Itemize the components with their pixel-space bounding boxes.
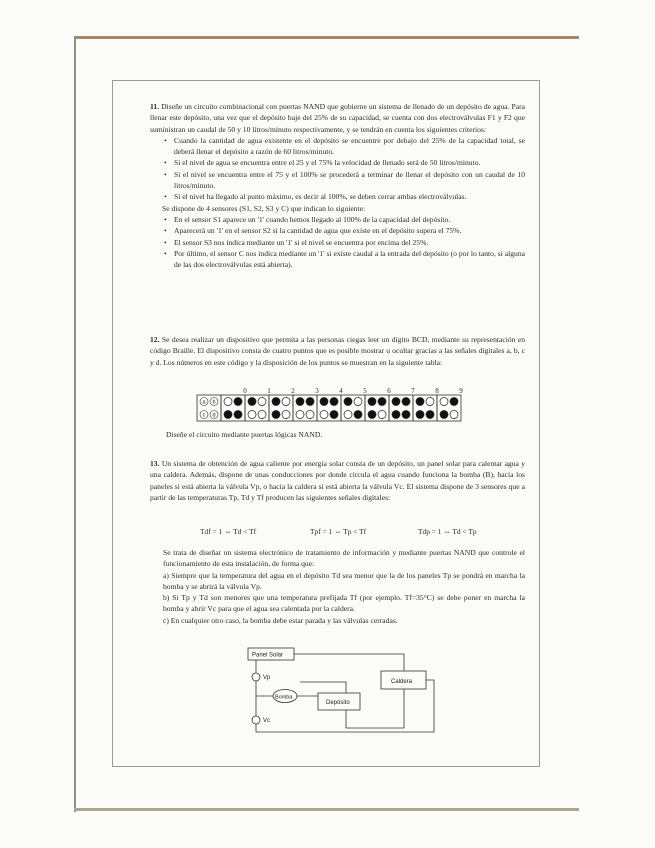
- braille-dot-raised: [402, 411, 410, 419]
- braille-dot-raised: [306, 398, 314, 406]
- braille-dot-raised: [416, 411, 424, 419]
- braille-digit-label: 5: [363, 387, 367, 395]
- sensor-item: • El sensor S3 nos indica mediante un '1' si el nivel se encuentra por encima del 25%.: [160, 237, 525, 248]
- question-13-item-b: b) Si Tp y Td son menores que una temperatura prefijada Tf (por ejemplo. Tf=35°C) se debe poner en marcha la bomba y abrir Vc para que el agua sea calentada por la caldera.: [163, 593, 525, 614]
- sensors-intro: Se dispone de 4 sensores (S1, S2, S3 y C) que indican lo siguiente:: [162, 203, 366, 213]
- braille-dot-raised: [450, 398, 458, 406]
- braille-dot-flat: [344, 411, 352, 419]
- braille-key-label: d: [212, 412, 216, 419]
- sensors-list: [150, 214, 525, 270]
- braille-dot-flat: [378, 411, 386, 419]
- braille-dot-raised: [392, 398, 400, 406]
- braille-dot-raised: [344, 398, 352, 406]
- braille-key-label: c: [202, 412, 206, 419]
- question-12: [150, 334, 525, 368]
- solar-system-diagram: [238, 644, 438, 736]
- braille-table: [195, 394, 485, 422]
- braille-dot-raised: [402, 398, 410, 406]
- braille-dot-flat: [224, 398, 232, 406]
- braille-digit-label: 1: [267, 387, 271, 395]
- sensor-item: • En el sensor S1 aparece un '1' cuando hemos llegado al 100% de la capacidad del depósito.: [160, 214, 525, 225]
- caldera-label: Caldera: [391, 679, 413, 685]
- braille-digit-label: 7: [411, 387, 415, 395]
- question-13-para: Se trata de diseñar un sistema electrónico de tratamiento de información y mediante puertas NAND que controle el funcionamiento de esta instalación, de forma que:: [163, 548, 525, 569]
- formula-tpf: Tpf = 1 ⇔ Tp < Tf: [310, 527, 367, 536]
- formula-tdf: Tdf = 1 ⇔ Td < Tf: [200, 527, 257, 536]
- question-13-item-a: a) Siempre que la temperatura del agua en el depósito Td sea menor que la de los paneles Tp se pondrá en marcha la bomba y se abrirá la válvula Vp.: [163, 570, 525, 591]
- braille-dot-raised: [234, 398, 242, 406]
- valve-vc: [252, 716, 260, 724]
- criterion-item: • Si el nivel de agua se encuentra entre el 25 y el 75% la velocidad de llenado será de 50 litros/minuto.: [160, 157, 525, 168]
- braille-dot-raised: [320, 398, 328, 406]
- pipe-vc-down: [256, 680, 434, 732]
- braille-dot-flat: [450, 411, 458, 419]
- question-13-intro: Un sistema de obtención de agua caliente por energía solar consta de un depósito, un panel solar para calentar agua y una caldera. Además, dispone de unas conducciones por donde circula el agua cuando funciona la bomba (B), hacia los paneles si está abierta la válvula Vp, o hacia la caldera si está abierta la válvula Vc. El sistema dispone de 3 sensores que a partir de las temperaturas Tp, Td y Tf producen las siguientes señales digitales:: [150, 459, 526, 502]
- question-12-number: 12.: [150, 335, 160, 344]
- braille-dot-raised: [248, 398, 256, 406]
- braille-dot-flat: [440, 398, 448, 406]
- braille-digit-label: 8: [435, 387, 439, 395]
- pipe-caldera-deposito: [346, 689, 404, 728]
- question-13: [150, 458, 525, 503]
- question-12-closing: Diseñe el circuito mediante puertas lógicas NAND.: [166, 430, 323, 439]
- braille-dot-raised: [296, 398, 304, 406]
- braille-digit-label: 2: [291, 387, 295, 395]
- braille-dot-flat: [258, 398, 266, 406]
- question-13-body: [163, 547, 525, 626]
- braille-dot-raised: [378, 398, 386, 406]
- braille-digit-label: 3: [315, 387, 319, 395]
- deposito-label: Depósito: [326, 700, 350, 706]
- question-11-intro: 11. Diseñe un circuito combinacional con puertas NAND que gobierne un sistema de llenado de un depósito de agua. Para llenar este depósito, una vez que el depósito baje del 25% de su capacidad, se cuenta con dos electroválvulas F1 y F2 que suministran un caudal de 50 y 10 litros/minuto respectivamente, y se tendrán en cuenta los siguientes criterios:: [150, 102, 525, 134]
- vc-label: Vc: [263, 718, 271, 724]
- page-edge-top: [74, 36, 579, 39]
- braille-dot-flat: [354, 398, 362, 406]
- pipe-panel-return: [294, 654, 404, 671]
- page-edge-bottom: [74, 808, 579, 811]
- braille-dot-flat: [282, 398, 290, 406]
- braille-dot-flat: [258, 411, 266, 419]
- braille-dot-flat: [320, 411, 328, 419]
- braille-dot-raised: [368, 398, 376, 406]
- braille-digit-label: 6: [387, 387, 391, 395]
- criterion-item: • Si el nivel se encuentra entre el 75 y el 100% se procederá a terminar de llenar el depósito con un caudal de 10 litros/minuto.: [160, 169, 525, 192]
- braille-dot-raised: [440, 411, 448, 419]
- braille-dot-raised: [392, 411, 400, 419]
- braille-key-label: a: [202, 399, 206, 406]
- vp-label: Vp: [263, 675, 271, 681]
- question-11: [150, 101, 525, 270]
- braille-dot-flat: [248, 411, 256, 419]
- page-edge-left: [74, 36, 76, 812]
- bomba-label: Bomba: [275, 694, 293, 701]
- braille-dot-raised: [354, 411, 362, 419]
- braille-dot-raised: [330, 398, 338, 406]
- criterion-item: • Cuando la cantidad de agua existente en el depósito se encuentre por debajo del 25% de la capacidad total, se deberá llenar el depósito a razón de 60 litros/minuto.: [160, 135, 525, 158]
- criteria-list: [150, 135, 525, 203]
- valve-vp: [252, 673, 260, 681]
- panel-solar-label: Panel Solar: [252, 652, 284, 659]
- criterion-item: • Si el nivel ha llegado al punto máximo, es decir al 100%, se deben cerrar ambas electroválvulas.: [160, 191, 525, 202]
- braille-key-label: b: [212, 399, 216, 406]
- braille-dot-flat: [306, 411, 314, 419]
- braille-digit-label: 0: [243, 387, 247, 395]
- question-13-item-c: c) En cualquier otro caso, la bomba debe estar parada y las válvulas cerradas.: [163, 615, 398, 625]
- sensor-item: • Aparecerá un '1' en el sensor S2 si la cantidad de agua que existe en el depósito supera el 75%.: [160, 225, 525, 236]
- braille-dot-flat: [296, 411, 304, 419]
- braille-dot-flat: [426, 398, 434, 406]
- braille-dot-raised: [426, 411, 434, 419]
- question-12-intro: Se desea realizar un dispositivo que permita a las personas ciegas leer un dígito BCD, mediante su representación en código Braille. El dispositivo consta de cuatro puntos que es posible mostrar u ocultar gracias a las señales digitales a, b, c y d. Los números en este código y la disposición de los puntos se muestran en la siguiente tabla:: [150, 335, 525, 367]
- braille-dot-raised: [272, 398, 280, 406]
- braille-digit-label: 4: [339, 387, 343, 395]
- sensor-item: • Por último, el sensor C nos indica mediante un '1' si existe caudal a la entrada del depósito (o por lo tanto, si alguna de las dos electroválvulas está abierta).: [160, 248, 525, 271]
- braille-digit-label: 9: [459, 387, 463, 395]
- braille-dot-flat: [282, 411, 290, 419]
- braille-dot-raised: [272, 411, 280, 419]
- formula-tdp: Tdp = 1 ⇔ Td < Tp: [418, 527, 477, 536]
- braille-dot-raised: [224, 411, 232, 419]
- pipe-deposito-up: [300, 682, 346, 693]
- question-11-number: 11.: [150, 102, 160, 111]
- braille-dot-raised: [330, 411, 338, 419]
- braille-dot-raised: [234, 411, 242, 419]
- question-13-number: 13.: [150, 459, 160, 468]
- braille-dot-raised: [368, 411, 376, 419]
- braille-dot-raised: [416, 398, 424, 406]
